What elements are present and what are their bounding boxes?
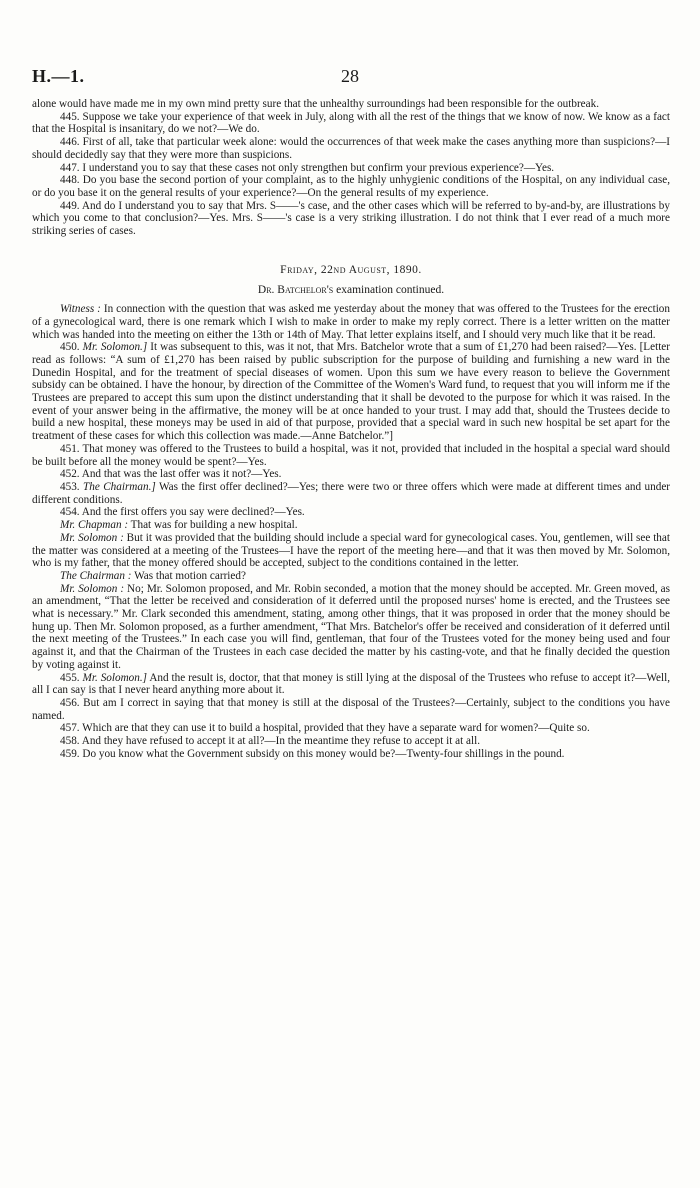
paragraph: 446. First of all, take that particular week alone: would the occurrences of that week make the cases anything more than suspicions?—I should decidedly say that they were more than suspicions. [32,136,670,161]
speaker: The Chairman : [60,569,132,582]
witness-name: Dr. Batchelor's [257,284,334,297]
paragraph: 456. But am I correct in saying that that money is still at the disposal of the Trustees?—Certainly, subject to the conditions you have named. [32,696,670,722]
paragraph: alone would have made me in my own mind pretty sure that the unhealthy surroundings had been responsible for the outbreak. [32,98,600,110]
page-number: 28 [341,66,359,86]
paragraph: Mr. Solomon : But it was provided that the building should include a special ward for gynecological cases. You, gentlemen, will see that the matter was considered at a meeting of the Trustees—I have the report of the meeting here—and that it was then moved by Mr. Solomon, who is my father, that the money offered should be accepted, subject to the conditions contained in the letter. [32,531,670,570]
speaker: The Chairman.] [83,480,156,493]
paragraph: 447. I understand you to say that these cases not only strengthen but confirm your previous experience?—Yes. [60,161,555,174]
paragraph: 452. And that was the last offer was it not?—Yes. [60,468,282,481]
speaker: Witness : [60,303,101,316]
speaker: Mr. Solomon : [60,531,124,544]
speaker: Mr. Chapman : [60,519,129,532]
paragraph: The Chairman : Was that motion carried? [60,569,246,582]
paragraph: Mr. Chapman : That was for building a new hospital. [60,519,298,532]
paragraph: 457. Which are that they can use it to build a hospital, provided that they have a separate ward for women?—Quite so. [60,722,590,735]
paragraph: 453. The Chairman.] Was the first offer declined?—Yes; there were two or three offers which were made at different times and under different conditions. [32,480,671,506]
report-code: H.—1. [32,66,85,86]
paragraph: Witness : In connection with the question that was asked me yesterday about the money that was offered to the Trustees for the erection of a gynecological ward, there is one remark which I wish to make in order to make my reply correct. There is a letter written on the matter which was handed into the meeting on either the 13th or 14th of May. That letter explains itself, and I should very much like that it be read. [32,303,670,341]
paragraph: 458. And they have refused to accept it at all?—In the meantime they refuse to accept it at all. [60,735,480,748]
document-body [32,98,670,760]
section-subheading [32,284,670,297]
paragraph: 459. Do you know what the Government subsidy on this money would be?—Twenty-four shillings in the pound. [60,747,565,760]
speaker: Mr. Solomon.] [82,341,148,354]
paragraph: 449. And do I understand you to say that Mrs. S——'s case, and the other cases which will be referred to by-and-by, are illustrations by which you come to that conclusion?—Yes. Mrs. S——'s case is a very striking illustration. I do not think that I ever read of a much more striking series of cases. [32,199,670,238]
paragraph: 455. Mr. Solomon.] And the result is, doctor, that that money is still lying at the disposal of the Trustees who refuse to accept it?—Well, all I can say is that I never heard anything more about it. [32,671,670,697]
paragraph: 450. Mr. Solomon.] It was subsequent to this, was it not, that Mrs. Batchelor wrote that a sum of £1,270 had been raised?—Yes. [Letter read as follows: “A sum of £1,270 has been raised by public subscription for the purpose of building and furnishing a new ward in the Dunedin Hospital, and for the treatment of special diseases of women. Upon this sum we have every reason to believe the Government subsidy can be obtained. I have the honour, by direction of the Committee of the Women's Ward fund, to request that you will inform me if the Trustees are prepared to accept this sum upon the distinct understanding that it shall be devoted to the purpose for which it was raised. In the event of your answer being in the affirmative, the money will be at once handed to your trust. I may add that, should the Trustees decide to build a new hospital, these moneys may be used in aid of that purpose, provided that a special ward in such new hospital be set apart for the treatment of these cases for which this collection was made.—Anne Batchelor.”] [32,341,670,443]
paragraph: 445. Suppose we take your experience of that week in July, along with all the rest of the things that we know of now. We know as a fact that the Hospital is insanitary, do we not?—We do. [32,110,670,136]
speaker: Mr. Solomon : [60,582,125,595]
paragraph: Mr. Solomon : No; Mr. Solomon proposed, and Mr. Robin seconded, a motion that the money should be accepted. Mr. Green moved, as an amendment, “That the letter be received and consideration of it deferred until the proposed nurses' home is erected, and the Trustees see what is necessary.” Mr. Clark seconded this amendment, stating, among other things, that it was proposed in order that the money should be hung up. Then Mr. Solomon proposed, as a further amendment, “That Mrs. Batchelor's offer be received and consideration of it deferred until the next meeting of the Trustees.” In each case you will find, gentleman, that four of the Trustees voted for the money being used and four against it, and that the Chairman of the Trustees in each case decided the matter by his casting-vote, and that he finally decided the question by voting against it. [32,582,670,671]
speaker: Mr. Solomon.] [82,671,148,684]
paragraph: 454. And the first offers you say were declined?—Yes. [60,506,305,519]
subheading-rest: examination continued. [333,284,445,297]
paragraph: 451. That money was offered to the Trustees to build a hospital, was it not, provided that included in the hospital a special ward should be built before all the money would be spent?—Yes. [32,442,670,468]
date-heading: Friday, 22nd August, 1890. [280,263,422,276]
paragraph: 448. Do you base the second portion of your complaint, as to the highly unhygienic conditions of the Hospital, on any individual case, or do you base it on the general results of your experience?—On the general results of my experience. [32,174,670,199]
